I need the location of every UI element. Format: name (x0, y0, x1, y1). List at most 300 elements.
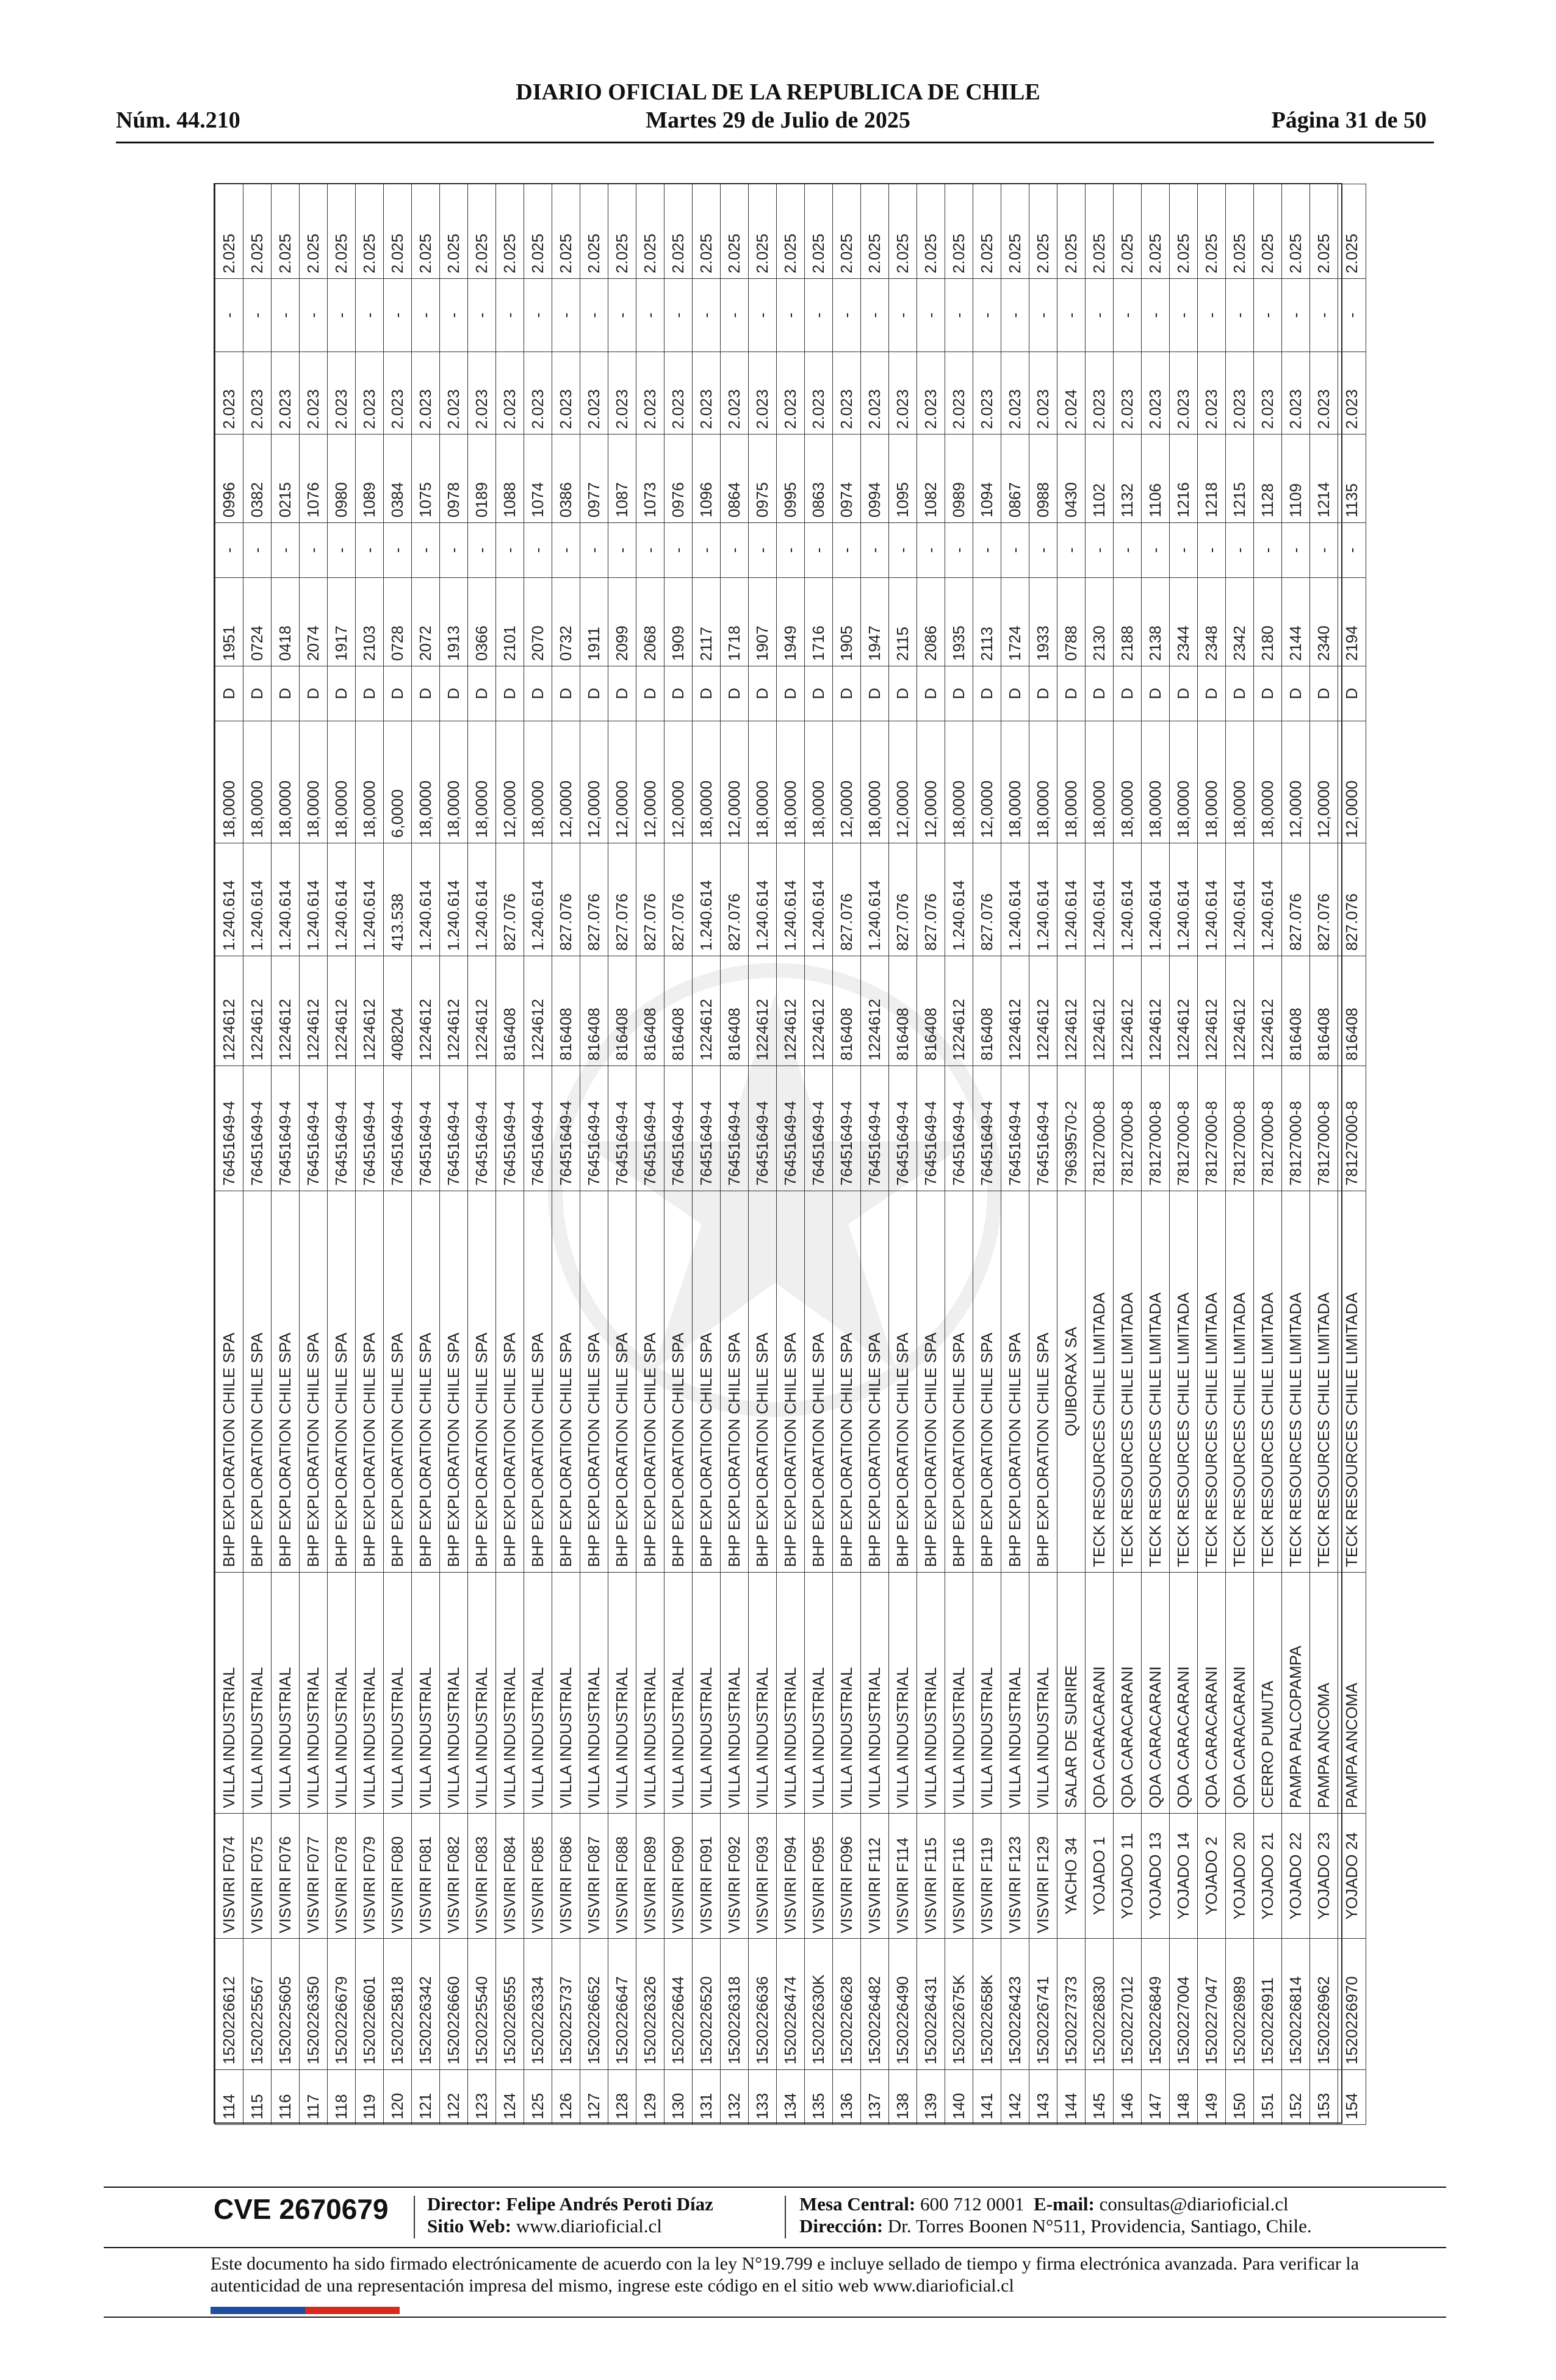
cell-hectares: 12,0000 (1338, 721, 1366, 843)
cell-hectares: 12,0000 (1282, 721, 1310, 843)
cell-holder-rut: 76451649-4 (973, 1066, 1001, 1191)
cell-concession-name: VISVIRI F084 (496, 1814, 524, 1939)
cell-row-number: 152 (1282, 2070, 1310, 2125)
cell-sep-a: - (1310, 523, 1338, 578)
cell-holder-name: BHP EXPLORATION CHILE SPA (721, 1191, 749, 1573)
cell-value-a: 1224612 (1142, 956, 1170, 1066)
table-row (1086, 184, 1114, 2125)
cell-hectares: 18,0000 (749, 721, 777, 843)
cell-value-b: 827.076 (580, 843, 608, 956)
cell-folio: 0788 (1057, 578, 1086, 666)
cell-end-year: 2.025 (1170, 184, 1198, 279)
cell-sep-b: - (1198, 279, 1226, 352)
cell-concession-id: 1520226520 (693, 1939, 721, 2070)
cell-value-b: 1.240.614 (1226, 843, 1254, 956)
cell-holder-name: BHP EXPLORATION CHILE SPA (496, 1191, 524, 1573)
cell-value-a: 408204 (384, 956, 412, 1066)
cell-concession-id: 1520225567 (243, 1939, 272, 2070)
cell-row-number: 141 (973, 2070, 1001, 2125)
cell-concession-name: VISVIRI F085 (524, 1814, 552, 1939)
contact-block (799, 2193, 1312, 2237)
cell-location: VILLA INDUSTRIAL (973, 1573, 1001, 1814)
cell-sep-b: - (356, 279, 384, 352)
cell-holder-rut: 76451649-4 (721, 1066, 749, 1191)
cell-type: D (1001, 666, 1029, 721)
cell-value-b: 1.240.614 (468, 843, 496, 956)
cell-folio: 1947 (861, 578, 889, 666)
cell-value-b: 1.240.614 (1001, 843, 1029, 956)
cell-concession-id: 1520226644 (665, 1939, 693, 2070)
cell-sep-a: - (1338, 523, 1366, 578)
cell-sep-a: - (749, 523, 777, 578)
cell-value-a: 816408 (665, 956, 693, 1066)
cell-concession-name: VISVIRI F115 (917, 1814, 945, 1939)
cell-year: 2.023 (665, 352, 693, 435)
cell-year: 2.023 (1001, 352, 1029, 435)
cell-value-b: 1.240.614 (412, 843, 440, 956)
cell-number: 0974 (833, 435, 861, 523)
cell-end-year: 2.025 (580, 184, 608, 279)
cell-type: D (1310, 666, 1338, 721)
cell-value-b: 827.076 (496, 843, 524, 956)
cell-concession-id: 1520226342 (412, 1939, 440, 2070)
cell-type: D (552, 666, 580, 721)
cell-sep-a: - (917, 523, 945, 578)
cell-location: VILLA INDUSTRIAL (608, 1573, 636, 1814)
cell-hectares: 12,0000 (496, 721, 524, 843)
cell-end-year: 2.025 (777, 184, 805, 279)
cell-value-a: 1224612 (412, 956, 440, 1066)
cell-sep-b: - (243, 279, 272, 352)
cell-hectares: 18,0000 (1057, 721, 1086, 843)
cell-holder-rut: 76451649-4 (440, 1066, 468, 1191)
cell-holder-rut: 76451649-4 (468, 1066, 496, 1191)
cell-holder-name: BHP EXPLORATION CHILE SPA (552, 1191, 580, 1573)
cell-concession-id: 1520226474 (777, 1939, 805, 2070)
cell-type: D (524, 666, 552, 721)
cell-year: 2.023 (468, 352, 496, 435)
cell-year: 2.023 (608, 352, 636, 435)
cell-holder-rut: 76451649-4 (889, 1066, 917, 1191)
cell-year: 2.023 (833, 352, 861, 435)
cell-concession-name: VISVIRI F077 (300, 1814, 328, 1939)
cell-row-number: 118 (328, 2070, 356, 2125)
cell-holder-rut: 76451649-4 (496, 1066, 524, 1191)
cell-folio: 2180 (1254, 578, 1282, 666)
cell-number: 0863 (805, 435, 833, 523)
cell-hectares: 18,0000 (300, 721, 328, 843)
cell-sep-b: - (805, 279, 833, 352)
table-row (1170, 184, 1198, 2125)
cell-number: 0384 (384, 435, 412, 523)
cell-sep-a: - (945, 523, 973, 578)
cell-value-b: 1.240.614 (749, 843, 777, 956)
cell-folio: 2130 (1086, 578, 1114, 666)
concessions-table-container (214, 183, 1361, 2124)
cell-sep-a: - (1057, 523, 1086, 578)
cell-folio: 1949 (777, 578, 805, 666)
cell-holder-name: BHP EXPLORATION CHILE SPA (833, 1191, 861, 1573)
table-row (693, 184, 721, 2125)
cell-row-number: 134 (777, 2070, 805, 2125)
cell-sep-b: - (861, 279, 889, 352)
cell-hectares: 12,0000 (608, 721, 636, 843)
cell-sep-b: - (945, 279, 973, 352)
cell-concession-name: VISVIRI F082 (440, 1814, 468, 1939)
cell-end-year: 2.025 (272, 184, 300, 279)
cell-value-a: 1224612 (440, 956, 468, 1066)
cell-type: D (272, 666, 300, 721)
table-row (1310, 184, 1338, 2125)
cell-sep-a: - (1142, 523, 1170, 578)
cell-concession-id: 1520226970 (1338, 1939, 1366, 2070)
cell-folio: 2348 (1198, 578, 1226, 666)
cell-location: VILLA INDUSTRIAL (721, 1573, 749, 1814)
cell-concession-name: VISVIRI F129 (1029, 1814, 1057, 1939)
cell-value-a: 816408 (580, 956, 608, 1066)
cell-value-a: 816408 (973, 956, 1001, 1066)
cell-concession-id: 1520225540 (468, 1939, 496, 2070)
cell-sep-a: - (861, 523, 889, 578)
cell-holder-rut: 76451649-4 (861, 1066, 889, 1191)
cell-concession-name: VISVIRI F081 (412, 1814, 440, 1939)
cell-type: D (889, 666, 917, 721)
cell-value-a: 1224612 (356, 956, 384, 1066)
cell-sep-b: - (1142, 279, 1170, 352)
cell-holder-name: BHP EXPLORATION CHILE SPA (1029, 1191, 1057, 1573)
cell-number: 0995 (777, 435, 805, 523)
cell-holder-name: BHP EXPLORATION CHILE SPA (917, 1191, 945, 1573)
cell-end-year: 2.025 (1114, 184, 1142, 279)
cell-row-number: 121 (412, 2070, 440, 2125)
cell-value-a: 816408 (552, 956, 580, 1066)
cell-folio: 2144 (1282, 578, 1310, 666)
cell-end-year: 2.025 (889, 184, 917, 279)
cell-folio: 2117 (693, 578, 721, 666)
cell-year: 2.023 (356, 352, 384, 435)
cell-year: 2.023 (328, 352, 356, 435)
cell-number: 1088 (496, 435, 524, 523)
cell-holder-rut: 76451649-4 (524, 1066, 552, 1191)
cell-number: 1106 (1142, 435, 1170, 523)
cell-type: D (1338, 666, 1366, 721)
cell-value-b: 1.240.614 (300, 843, 328, 956)
cell-location: VILLA INDUSTRIAL (384, 1573, 412, 1814)
email-link[interactable]: consultas@diarioficial.cl (1099, 2193, 1289, 2215)
cell-concession-name: VISVIRI F089 (636, 1814, 665, 1939)
cell-number: 1074 (524, 435, 552, 523)
cell-concession-name: VISVIRI F088 (608, 1814, 636, 1939)
cell-folio: 2194 (1338, 578, 1366, 666)
cell-year: 2.023 (440, 352, 468, 435)
cell-holder-name: TECK RESOURCES CHILE LIMITADA (1142, 1191, 1170, 1573)
cell-year: 2.023 (917, 352, 945, 435)
cell-value-a: 1224612 (1001, 956, 1029, 1066)
cell-hectares: 18,0000 (1114, 721, 1142, 843)
cell-folio: 0728 (384, 578, 412, 666)
cell-row-number: 140 (945, 2070, 973, 2125)
cell-sep-b: - (300, 279, 328, 352)
cell-number: 1096 (693, 435, 721, 523)
cell-location: VILLA INDUSTRIAL (328, 1573, 356, 1814)
cell-concession-id: 1520226350 (300, 1939, 328, 2070)
cell-location: CERRO PUMUTA (1254, 1573, 1282, 1814)
cell-row-number: 120 (384, 2070, 412, 2125)
cell-concession-id: 1520225605 (272, 1939, 300, 2070)
cell-location: VILLA INDUSTRIAL (917, 1573, 945, 1814)
cell-concession-id: 1520226989 (1226, 1939, 1254, 2070)
cell-sep-a: - (1001, 523, 1029, 578)
cell-holder-rut: 76451649-4 (552, 1066, 580, 1191)
cell-folio: 2068 (636, 578, 665, 666)
cell-sep-a: - (384, 523, 412, 578)
cell-type: D (1142, 666, 1170, 721)
cell-sep-a: - (1226, 523, 1254, 578)
cell-concession-name: VISVIRI F094 (777, 1814, 805, 1939)
cell-value-a: 1224612 (805, 956, 833, 1066)
cell-year: 2.023 (861, 352, 889, 435)
director-block (427, 2193, 713, 2237)
cell-location: VILLA INDUSTRIAL (580, 1573, 608, 1814)
cell-holder-rut: 78127000-8 (1282, 1066, 1310, 1191)
cell-holder-rut: 76451649-4 (1001, 1066, 1029, 1191)
cell-type: D (973, 666, 1001, 721)
cell-sep-b: - (412, 279, 440, 352)
cell-value-a: 1224612 (524, 956, 552, 1066)
cell-hectares: 12,0000 (889, 721, 917, 843)
cell-type: D (1198, 666, 1226, 721)
cell-year: 2.024 (1057, 352, 1086, 435)
cell-row-number: 127 (580, 2070, 608, 2125)
cell-year: 2.023 (1310, 352, 1338, 435)
cell-folio: 2074 (300, 578, 328, 666)
table-row (300, 184, 328, 2125)
table-row (945, 184, 973, 2125)
cell-concession-id: 1520226482 (861, 1939, 889, 2070)
page-title: DIARIO OFICIAL DE LA REPUBLICA DE CHILE (516, 79, 1040, 105)
cell-end-year: 2.025 (861, 184, 889, 279)
cell-value-b: 827.076 (1310, 843, 1338, 956)
cell-folio: 1935 (945, 578, 973, 666)
cell-holder-name: BHP EXPLORATION CHILE SPA (272, 1191, 300, 1573)
cell-value-b: 1.240.614 (272, 843, 300, 956)
cell-year: 2.023 (272, 352, 300, 435)
cell-sep-b: - (580, 279, 608, 352)
cell-number: 1132 (1114, 435, 1142, 523)
cell-concession-name: YOJADO 13 (1142, 1814, 1170, 1939)
cell-value-a: 1224612 (1170, 956, 1198, 1066)
website-link[interactable]: www.diarioficial.cl (516, 2215, 662, 2237)
cell-concession-id: 1520226555 (496, 1939, 524, 2070)
cell-holder-name: BHP EXPLORATION CHILE SPA (524, 1191, 552, 1573)
cell-holder-name: TECK RESOURCES CHILE LIMITADA (1114, 1191, 1142, 1573)
cell-hectares: 18,0000 (945, 721, 973, 843)
cell-concession-id: 1520226849 (1142, 1939, 1170, 2070)
cell-type: D (1114, 666, 1142, 721)
cell-concession-name: VISVIRI F079 (356, 1814, 384, 1939)
cell-sep-a: - (1086, 523, 1114, 578)
cell-row-number: 137 (861, 2070, 889, 2125)
cell-end-year: 2.025 (1254, 184, 1282, 279)
cell-folio: 2101 (496, 578, 524, 666)
cell-year: 2.023 (1198, 352, 1226, 435)
cell-row-number: 126 (552, 2070, 580, 2125)
cell-sep-b: - (1338, 279, 1366, 352)
cell-value-b: 827.076 (917, 843, 945, 956)
cell-type: D (1057, 666, 1086, 721)
cell-sep-b: - (524, 279, 552, 352)
cell-folio: 2138 (1142, 578, 1170, 666)
cell-concession-id: 1520226431 (917, 1939, 945, 2070)
cell-number: 0867 (1001, 435, 1029, 523)
cell-concession-id: 1520226814 (1282, 1939, 1310, 2070)
cell-concession-id: 1520226423 (1001, 1939, 1029, 2070)
cell-concession-id: 1520226652 (580, 1939, 608, 2070)
cell-sep-a: - (1114, 523, 1142, 578)
cell-location: VILLA INDUSTRIAL (1029, 1573, 1057, 1814)
cell-number: 0994 (861, 435, 889, 523)
cell-number: 1102 (1086, 435, 1114, 523)
cell-type: D (1086, 666, 1114, 721)
cell-number: 0386 (552, 435, 580, 523)
footer-divider-top (104, 2187, 1446, 2188)
cell-hectares: 12,0000 (1310, 721, 1338, 843)
cell-value-b: 1.240.614 (440, 843, 468, 956)
cell-holder-name: BHP EXPLORATION CHILE SPA (945, 1191, 973, 1573)
cell-type: D (693, 666, 721, 721)
cell-sep-b: - (973, 279, 1001, 352)
cell-location: VILLA INDUSTRIAL (215, 1573, 243, 1814)
cell-hectares: 18,0000 (524, 721, 552, 843)
cell-holder-rut: 78127000-8 (1086, 1066, 1114, 1191)
cell-row-number: 132 (721, 2070, 749, 2125)
cell-sep-b: - (1310, 279, 1338, 352)
table-row (749, 184, 777, 2125)
cell-end-year: 2.025 (1282, 184, 1310, 279)
cell-end-year: 2.025 (384, 184, 412, 279)
cell-concession-name: VISVIRI F112 (861, 1814, 889, 1939)
cell-location: QDA CARACARANI (1170, 1573, 1198, 1814)
cell-number: 0989 (945, 435, 973, 523)
cell-sep-b: - (1057, 279, 1086, 352)
cell-end-year: 2.025 (215, 184, 243, 279)
cell-holder-name: TECK RESOURCES CHILE LIMITADA (1254, 1191, 1282, 1573)
cell-sep-b: - (552, 279, 580, 352)
cell-value-a: 1224612 (777, 956, 805, 1066)
cell-year: 2.023 (215, 352, 243, 435)
cell-type: D (440, 666, 468, 721)
table-row (1001, 184, 1029, 2125)
cell-value-b: 827.076 (552, 843, 580, 956)
cell-holder-rut: 76451649-4 (945, 1066, 973, 1191)
cell-number: 1089 (356, 435, 384, 523)
cell-concession-name: VISVIRI F095 (805, 1814, 833, 1939)
cell-value-a: 1224612 (945, 956, 973, 1066)
cell-concession-id: 1520226612 (215, 1939, 243, 2070)
cell-holder-rut: 78127000-8 (1338, 1066, 1366, 1191)
cell-location: QDA CARACARANI (1114, 1573, 1142, 1814)
cell-holder-name: BHP EXPLORATION CHILE SPA (215, 1191, 243, 1573)
cell-concession-name: YOJADO 21 (1254, 1814, 1282, 1939)
cell-location: VILLA INDUSTRIAL (945, 1573, 973, 1814)
cell-sep-a: - (580, 523, 608, 578)
cell-concession-name: YOJADO 24 (1338, 1814, 1366, 1939)
cell-row-number: 148 (1170, 2070, 1198, 2125)
cell-end-year: 2.025 (1057, 184, 1086, 279)
page-number: Página 31 de 50 (1271, 107, 1427, 133)
cell-year: 2.023 (1086, 352, 1114, 435)
cell-folio: 2099 (608, 578, 636, 666)
cell-holder-name: BHP EXPLORATION CHILE SPA (468, 1191, 496, 1573)
footer-divider-bottom (104, 2317, 1446, 2318)
table-row (665, 184, 693, 2125)
cell-end-year: 2.025 (328, 184, 356, 279)
cell-sep-a: - (496, 523, 524, 578)
cell-sep-b: - (889, 279, 917, 352)
table-row (1226, 184, 1254, 2125)
cell-number: 1218 (1198, 435, 1226, 523)
cell-value-a: 816408 (496, 956, 524, 1066)
cell-sep-b: - (1226, 279, 1254, 352)
cell-hectares: 6,0000 (384, 721, 412, 843)
cell-holder-rut: 76451649-4 (384, 1066, 412, 1191)
cell-value-b: 827.076 (665, 843, 693, 956)
cell-value-b: 1.240.614 (215, 843, 243, 956)
cell-year: 2.023 (1338, 352, 1366, 435)
cell-location: SALAR DE SURIRE (1057, 1573, 1086, 1814)
cell-folio: 1718 (721, 578, 749, 666)
cell-holder-name: BHP EXPLORATION CHILE SPA (580, 1191, 608, 1573)
cell-type: D (1254, 666, 1282, 721)
cell-location: VILLA INDUSTRIAL (749, 1573, 777, 1814)
cell-folio: 1913 (440, 578, 468, 666)
rotated-table-frame (215, 184, 1361, 2125)
cell-row-number: 131 (693, 2070, 721, 2125)
concessions-table (215, 184, 1366, 2125)
cell-row-number: 135 (805, 2070, 833, 2125)
cell-value-b: 1.240.614 (1170, 843, 1198, 956)
cell-end-year: 2.025 (693, 184, 721, 279)
cell-row-number: 151 (1254, 2070, 1282, 2125)
cell-sep-a: - (693, 523, 721, 578)
cell-location: VILLA INDUSTRIAL (496, 1573, 524, 1814)
cell-year: 2.023 (777, 352, 805, 435)
cell-type: D (215, 666, 243, 721)
table-row (1254, 184, 1282, 2125)
cell-value-a: 1224612 (1086, 956, 1114, 1066)
cell-concession-id: 1520226647 (608, 1939, 636, 2070)
cell-hectares: 18,0000 (215, 721, 243, 843)
cell-holder-name: BHP EXPLORATION CHILE SPA (440, 1191, 468, 1573)
cell-row-number: 145 (1086, 2070, 1114, 2125)
cell-type: D (608, 666, 636, 721)
cell-concession-name: VISVIRI F075 (243, 1814, 272, 1939)
cell-value-a: 816408 (1338, 956, 1366, 1066)
cell-holder-rut: 76451649-4 (833, 1066, 861, 1191)
cell-year: 2.023 (412, 352, 440, 435)
cell-location: VILLA INDUSTRIAL (272, 1573, 300, 1814)
cell-sep-b: - (215, 279, 243, 352)
cell-value-a: 816408 (1282, 956, 1310, 1066)
cell-holder-name: TECK RESOURCES CHILE LIMITADA (1282, 1191, 1310, 1573)
cell-holder-rut: 76451649-4 (608, 1066, 636, 1191)
cell-sep-a: - (300, 523, 328, 578)
cell-end-year: 2.025 (665, 184, 693, 279)
issue-date: Martes 29 de Julio de 2025 (646, 107, 910, 133)
cell-row-number: 146 (1114, 2070, 1142, 2125)
cell-sep-a: - (328, 523, 356, 578)
cell-location: VILLA INDUSTRIAL (889, 1573, 917, 1814)
